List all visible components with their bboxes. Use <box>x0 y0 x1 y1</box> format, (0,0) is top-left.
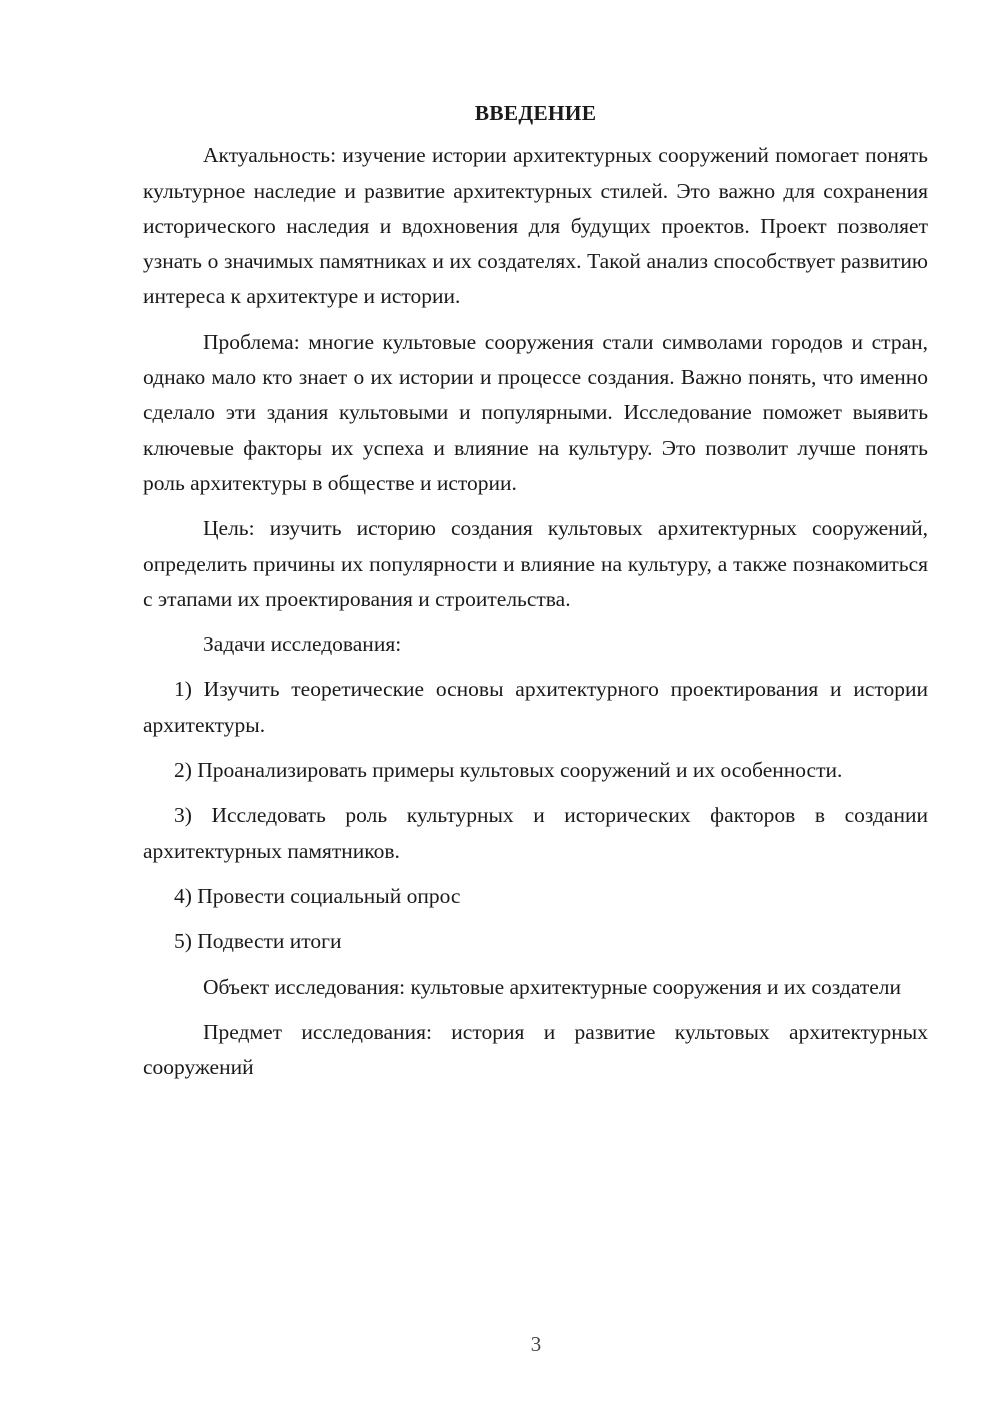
task-item: 4) Провести социальный опрос <box>174 883 461 908</box>
problem-paragraph: Проблема: многие культовые сооружения стали символами городов и стран, однако мало кто знает о их истории и процессе создания. Важно понять, что именно сделало эти здания культовыми и популярными. Исследование поможет выявить ключевые факторы их успеха и влияние на культуру. Это позволит лучше понять роль архитектуры в обществе и истории. <box>143 329 928 495</box>
section-heading: ВВЕДЕНИЕ <box>474 101 597 125</box>
tasks-title: Задачи исследования: <box>203 632 402 657</box>
task-item: 3) Исследовать роль культурных и исторических факторов в создании архитектурных памятников. <box>143 803 928 863</box>
task-item: 5) Подвести итоги <box>174 929 342 954</box>
subject-paragraph: Предмет исследования: история и развитие культовых архитектурных сооружений <box>143 1019 928 1080</box>
page-number: 3 <box>530 1332 542 1356</box>
relevance-paragraph: Актуальность: изучение истории архитектурных сооружений помогает понять культурное наследие и развитие архитектурных стилей. Это важно для сохранения исторического наследия и вдохновения для будущих проектов. Проект позволяет узнать о значимых памятниках и их создателях. Такой анализ способствует развитию интереса к архитектуре и истории. <box>143 143 928 309</box>
goal-paragraph: Цель: изучить историю создания культовых архитектурных сооружений, определить причины их популярности и влияние на культуру, а также познакомиться с этапами их проектирования и строительства. <box>143 516 928 611</box>
object-paragraph: Объект исследования: культовые архитектурные сооружения и их создатели <box>203 974 901 999</box>
task-item: 2) Проанализировать примеры культовых сооружений и их особенности. <box>174 758 843 783</box>
document-page <box>143 96 928 1085</box>
task-item: 1) Изучить теоретические основы архитектурного проектирования и истории архитектуры. <box>143 677 928 737</box>
